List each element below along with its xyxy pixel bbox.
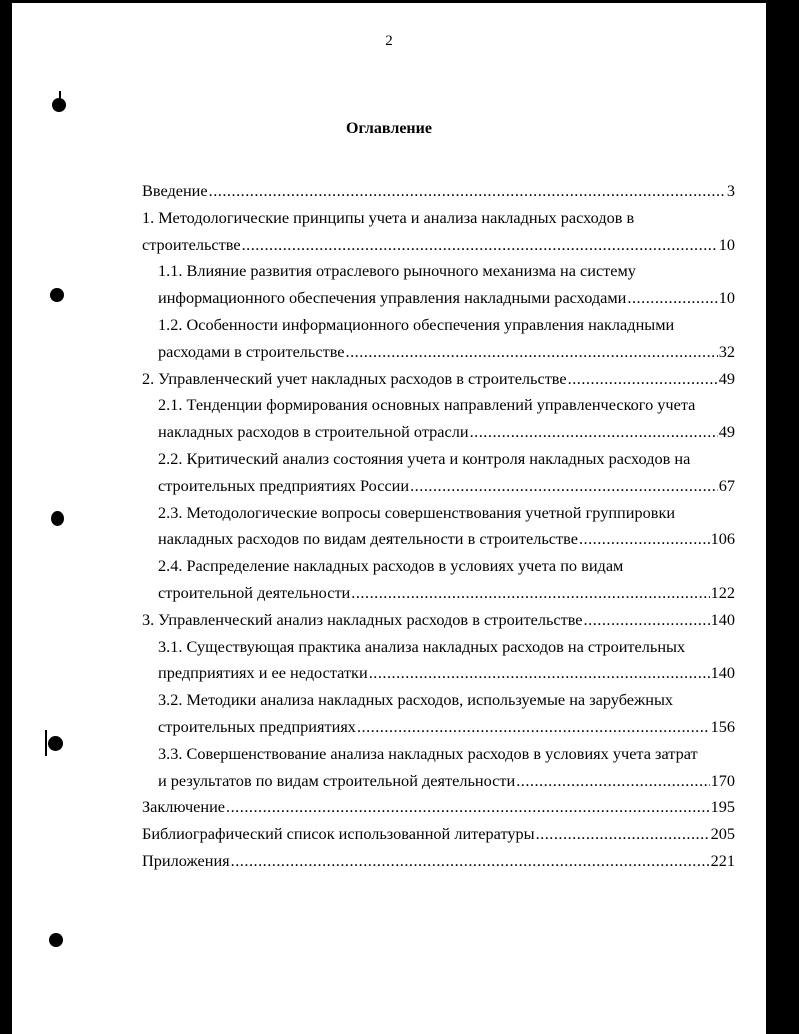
dot-leader: [579, 526, 710, 553]
dot-leader: [242, 232, 718, 259]
toc-entry-text: строительстве: [142, 234, 241, 254]
dot-leader: [351, 580, 709, 607]
toc-entry-text: Заключение: [142, 797, 226, 817]
toc-entry-text: предприятиях и ее недостатки: [158, 663, 368, 683]
toc-entry-line: [142, 526, 735, 553]
toc-entry-text: накладных расходов в строительной отрасли: [158, 422, 469, 442]
dot-leader: [346, 339, 718, 366]
punch-hole-mark: [49, 933, 63, 947]
punch-hole-mark: [52, 98, 66, 112]
toc-entry-line: [142, 768, 735, 795]
toc-entry-line: 3.1. Существующая практика анализа накладных расходов на строительных: [158, 636, 686, 656]
toc-entry-text: строительных предприятиях: [158, 716, 356, 736]
dot-leader: [209, 178, 726, 205]
dot-leader: [231, 848, 710, 875]
toc-title: Оглавление: [346, 120, 432, 137]
toc-entry-line: [142, 178, 735, 205]
document-page: [12, 3, 766, 1034]
toc-page-number: 156: [710, 716, 735, 736]
toc-entry-line: 3.2. Методики анализа накладных расходов, используемые на зарубежных: [158, 690, 674, 710]
toc-entry-line: 1.2. Особенности информационного обеспечения управления накладными: [158, 314, 675, 334]
toc-entry-text: Введение: [142, 181, 208, 200]
toc-page-number: 10: [718, 288, 735, 308]
toc-entry-line: [142, 794, 735, 821]
toc-entry-line: [142, 714, 735, 741]
toc-entry-text: 2. Управленческий учет накладных расходов в строительстве: [142, 368, 567, 388]
dot-leader: [357, 714, 710, 741]
toc-entry-text: строительной деятельности: [158, 582, 351, 602]
toc-entry-text: расходами в строительстве: [158, 341, 345, 361]
toc-page-number: 49: [718, 368, 735, 388]
toc-page-number: 67: [718, 475, 735, 495]
toc-entry-text: информационного обеспечения управления накладными расходами: [158, 288, 627, 308]
toc-page-number: 170: [710, 770, 735, 790]
dot-leader: [627, 285, 717, 312]
toc-page-number: 49: [718, 422, 735, 442]
toc-page-number: 10: [718, 234, 735, 254]
dot-leader: [410, 473, 718, 500]
toc-entry-line: [142, 366, 735, 393]
toc-entry-line: [142, 419, 735, 446]
toc-entry-line: [142, 580, 735, 607]
toc-entry-line: [142, 339, 735, 366]
toc-page-number: 106: [710, 529, 735, 549]
toc-entry-text: Приложения: [142, 850, 230, 870]
toc-entry-line: 1.1. Влияние развития отраслевого рыночного механизма на систему: [158, 261, 636, 281]
toc-entry-line: [142, 285, 735, 312]
dot-leader: [568, 366, 718, 393]
dot-leader: [226, 794, 710, 821]
toc-page-number: 122: [710, 582, 735, 602]
toc-entry-line: 2.3. Методологические вопросы совершенствования учетной группировки: [158, 502, 676, 522]
dot-leader: [369, 660, 710, 687]
punch-hole-mark: [50, 288, 64, 302]
toc-entry-line: [142, 660, 735, 687]
toc-page-number: 195: [710, 797, 735, 817]
table-of-contents: [142, 178, 735, 875]
toc-entry-line: 1. Методологические принципы учета и анализа накладных расходов в: [142, 207, 635, 227]
dot-leader: [536, 821, 710, 848]
toc-entry-line: [142, 848, 735, 875]
toc-entry-line: 2.1. Тенденции формирования основных направлений управленческого учета: [158, 395, 696, 415]
toc-entry-text: накладных расходов по видам деятельности в строительстве: [158, 529, 578, 549]
toc-entry-text: и результатов по видам строительной деятельности: [158, 770, 516, 790]
toc-entry-line: 2.2. Критический анализ состояния учета и контроля накладных расходов на: [158, 448, 691, 468]
dot-leader: [470, 419, 718, 446]
toc-entry-line: 2.4. Распределение накладных расходов в условиях учета по видам: [158, 556, 624, 576]
toc-page-number: 205: [710, 824, 735, 844]
toc-page-number: 140: [710, 609, 735, 629]
dot-leader: [584, 607, 710, 634]
toc-page-number: 140: [710, 663, 735, 683]
dot-leader: [516, 768, 709, 795]
toc-entry-text: Библиографический список использованной литературы: [142, 824, 535, 844]
toc-page-number: 221: [710, 850, 735, 870]
toc-entry-line: 3.3. Совершенствование анализа накладных расходов в условиях учета затрат: [158, 743, 698, 763]
punch-hole-mark: [51, 511, 64, 526]
toc-page-number: 32: [718, 341, 735, 361]
toc-entry-text: строительных предприятиях России: [158, 475, 410, 495]
toc-entry-text: 3. Управленческий анализ накладных расходов в строительстве: [142, 609, 583, 629]
toc-page-number: 3: [726, 181, 735, 200]
toc-entry-line: [142, 607, 735, 634]
toc-entry-line: [142, 473, 735, 500]
page-number: 2: [385, 33, 393, 49]
toc-entry-line: [142, 232, 735, 259]
toc-entry-line: [142, 821, 735, 848]
scan-border: [766, 0, 799, 1034]
punch-hole-mark: [48, 736, 63, 751]
